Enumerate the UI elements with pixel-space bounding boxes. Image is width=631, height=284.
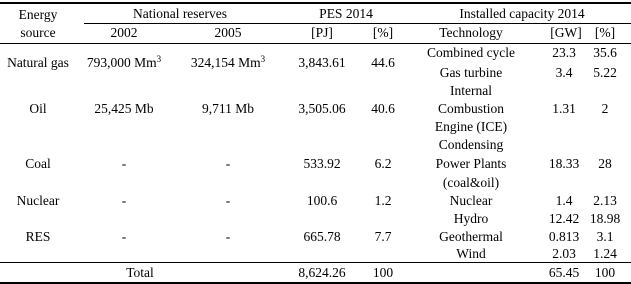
nuclear-pct: 2.13	[593, 193, 617, 208]
header-national-reserves: National reserves	[132, 6, 228, 21]
source-res: RES	[25, 229, 51, 244]
header-energy-source-line1: Energy	[18, 7, 58, 22]
oil-reserves-2002: 25,425 Mb	[94, 101, 154, 116]
tech-condensing-line3: (coal&oil)	[442, 175, 500, 190]
header-gw-unit: [GW]	[550, 25, 582, 40]
natural-gas-reserves-2005: 324,154 Mm$^3$	[190, 54, 266, 70]
top-rule	[0, 2, 631, 4]
tech-geothermal: Geothermal	[439, 229, 503, 244]
header-year-2005: 2005	[214, 25, 242, 40]
hydro-gw: 12.42	[548, 211, 580, 226]
header-pes-2014: PES 2014	[319, 6, 373, 21]
oil-reserves-2005: 9,711 Mb	[201, 101, 255, 116]
header-installed-capacity: Installed capacity 2014	[459, 6, 585, 21]
natural-gas-pes-pct: 44.6	[371, 55, 395, 70]
header-year-2002: 2002	[110, 25, 138, 40]
nuclear-reserves-2005: -	[225, 193, 231, 208]
tech-nuclear: Nuclear	[449, 193, 493, 208]
tech-hydro: Hydro	[453, 211, 489, 226]
total-label: Total	[126, 265, 154, 280]
tech-ice-line3: Engine (ICE)	[434, 119, 508, 134]
wind-gw: 2.03	[552, 246, 576, 261]
res-pes-pj: 665.78	[303, 229, 341, 244]
header-partial-rule-pes	[281, 23, 412, 24]
tech-combined-cycle: Combined cycle	[426, 45, 516, 60]
coal-pes-pct: 6.2	[374, 156, 392, 171]
total-gw: 65.45	[548, 265, 580, 280]
tech-condensing-line2: Power Plants	[435, 156, 507, 171]
source-natural-gas: Natural gas	[7, 55, 69, 70]
condensing-pct: 28	[598, 156, 612, 171]
natural-gas-pes-pj: 3,843.61	[298, 55, 346, 70]
total-top-rule	[0, 262, 631, 263]
res-reserves-2002: -	[121, 229, 127, 244]
natural-gas-reserves-2002: 793,000 Mm$^3$	[86, 54, 162, 70]
nuclear-pes-pct: 1.2	[374, 193, 392, 208]
header-energy-source-line2: source	[20, 25, 56, 40]
nuclear-gw: 1.4	[555, 193, 573, 208]
source-coal: Coal	[25, 156, 51, 171]
hydro-pct: 18.98	[589, 211, 621, 226]
coal-pes-pj: 533.92	[303, 156, 341, 171]
coal-reserves-2002: -	[121, 156, 127, 171]
tech-wind: Wind	[456, 246, 486, 261]
oil-pes-pct: 40.6	[371, 101, 395, 116]
res-pes-pct: 7.7	[374, 229, 392, 244]
total-pes-pj: 8,624.26	[298, 265, 346, 280]
source-nuclear: Nuclear	[16, 193, 60, 208]
geothermal-gw: 0.813	[548, 229, 580, 244]
header-pj-unit: [PJ]	[311, 25, 333, 40]
ice-pct: 2	[601, 101, 609, 116]
condensing-gw: 18.33	[548, 156, 580, 171]
coal-reserves-2005: -	[225, 156, 231, 171]
combined-cycle-pct: 35.6	[593, 45, 617, 60]
tech-ice-line2: Combustion	[437, 101, 505, 116]
total-pes-pct: 100	[372, 265, 394, 280]
combined-cycle-gw: 23.3	[552, 45, 576, 60]
gas-turbine-gw: 3.4	[555, 65, 573, 80]
header-bottom-rule	[0, 43, 631, 44]
tech-ice-line1: Internal	[450, 83, 492, 98]
header-pct-unit-2: [%]	[594, 25, 616, 40]
header-partial-rule-capacity	[412, 23, 631, 24]
res-reserves-2005: -	[225, 229, 231, 244]
header-partial-rule-reserves	[84, 23, 281, 24]
ice-gw: 1.31	[552, 101, 576, 116]
source-oil: Oil	[29, 101, 47, 116]
gas-turbine-pct: 5.22	[593, 65, 617, 80]
geothermal-pct: 3.1	[596, 229, 614, 244]
tech-gas-turbine: Gas turbine	[439, 65, 503, 80]
header-pct-unit: [%]	[372, 25, 394, 40]
header-technology: Technology	[439, 25, 503, 40]
oil-pes-pj: 3,505.06	[298, 101, 346, 116]
tech-condensing-line1: Condensing	[438, 137, 504, 152]
nuclear-reserves-2002: -	[121, 193, 127, 208]
nuclear-pes-pj: 100.6	[306, 193, 338, 208]
total-pct: 100	[594, 265, 616, 280]
wind-pct: 1.24	[593, 246, 617, 261]
